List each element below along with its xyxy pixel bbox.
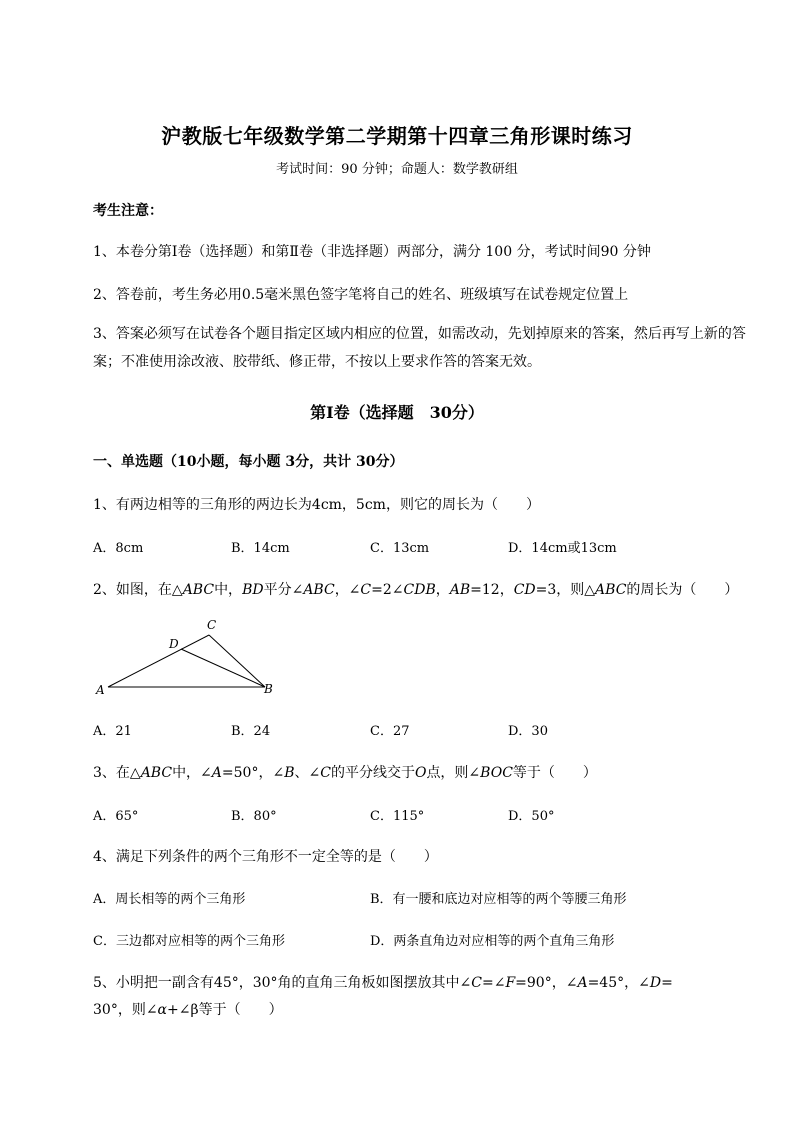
question-2-option-a: A．21 (93, 724, 132, 739)
question-4-option-d: D．两条直角边对应相等的两个直角三角形 (370, 934, 615, 949)
question-2-option-c: C．27 (370, 724, 410, 739)
notice-item-3: 3、答案必须写在试卷各个题目指定区域内相应的位置，如需改动，先划掉原来的答案，然后再写上新的答案；不准使用涂改液、胶带纸、修正带，不按以上要求作答的答案无效。 (93, 326, 746, 370)
label-b: B (264, 682, 273, 696)
question-1-stem: 1、有两边相等的三角形的两边长为4cm，5cm，则它的周长为（ ） (93, 497, 540, 513)
question-3-option-d: D．50° (508, 809, 555, 824)
part-heading: 一、单选题（10小题，每小题 3分，共计 30分） (93, 454, 404, 470)
exam-info: 考试时间：90 分钟；命题人：数学教研组 (276, 162, 518, 177)
segment-ac (108, 635, 209, 687)
question-2-option-b: B．24 (231, 724, 271, 739)
page-title: 沪教版七年级数学第二学期第十四章三角形课时练习 (161, 124, 633, 148)
section-title: 第Ⅰ卷（选择题 30分） (310, 403, 484, 422)
question-4-stem: 4、满足下列条件的两个三角形不一定全等的是（ ） (93, 849, 438, 865)
notice-item-1: 1、本卷分第Ⅰ卷（选择题）和第Ⅱ卷（非选择题）两部分，满分 100 分，考试时间90 分钟 (93, 244, 651, 260)
question-3-option-b: B．80° (231, 809, 277, 824)
label-d: D (169, 637, 179, 651)
segment-bd (181, 649, 265, 687)
question-1-option-b: B．14cm (231, 541, 290, 556)
question-5-stem-line-2: 30°，则∠α+∠β等于（ ） (93, 1002, 283, 1018)
question-4-option-b: B．有一腰和底边对应相等的两个等腰三角形 (370, 892, 627, 907)
question-1-option-d: D．14cm或13cm (508, 541, 617, 556)
question-1-option-c: C．13cm (370, 541, 430, 556)
question-3-option-a: A．65° (93, 809, 139, 824)
notice-heading: 考生注意： (93, 203, 163, 219)
question-5-stem-line-1: 5、小明把一副含有45°，30°角的直角三角板如图摆放其中∠C=∠F=90°，∠A=45°，∠D= (93, 975, 673, 991)
label-a: A (96, 683, 105, 697)
question-4-option-c: C．三边都对应相等的两个三角形 (93, 934, 285, 949)
question-4-option-a: A．周长相等的两个三角形 (93, 892, 246, 907)
notice-item-2: 2、答卷前，考生务必用0.5毫米黑色签字笔将自己的姓名、班级填写在试卷规定位置上 (93, 287, 629, 303)
question-2-option-d: D．30 (508, 724, 548, 739)
question-3-option-c: C．115° (370, 809, 425, 824)
question-2-stem: 2、如图，在△ABC中，BD平分∠ABC，∠C=2∠CDB，AB=12，CD=3，则△ABC的周长为（ ） (93, 582, 739, 598)
question-3-stem: 3、在△ABC中，∠A=50°，∠B、∠C的平分线交于O点，则∠BOC等于（ ） (93, 765, 597, 781)
label-c: C (207, 618, 217, 632)
segment-cb (209, 635, 265, 687)
question-1-option-a: A．8cm (93, 541, 144, 556)
triangle-figure (90, 612, 290, 702)
